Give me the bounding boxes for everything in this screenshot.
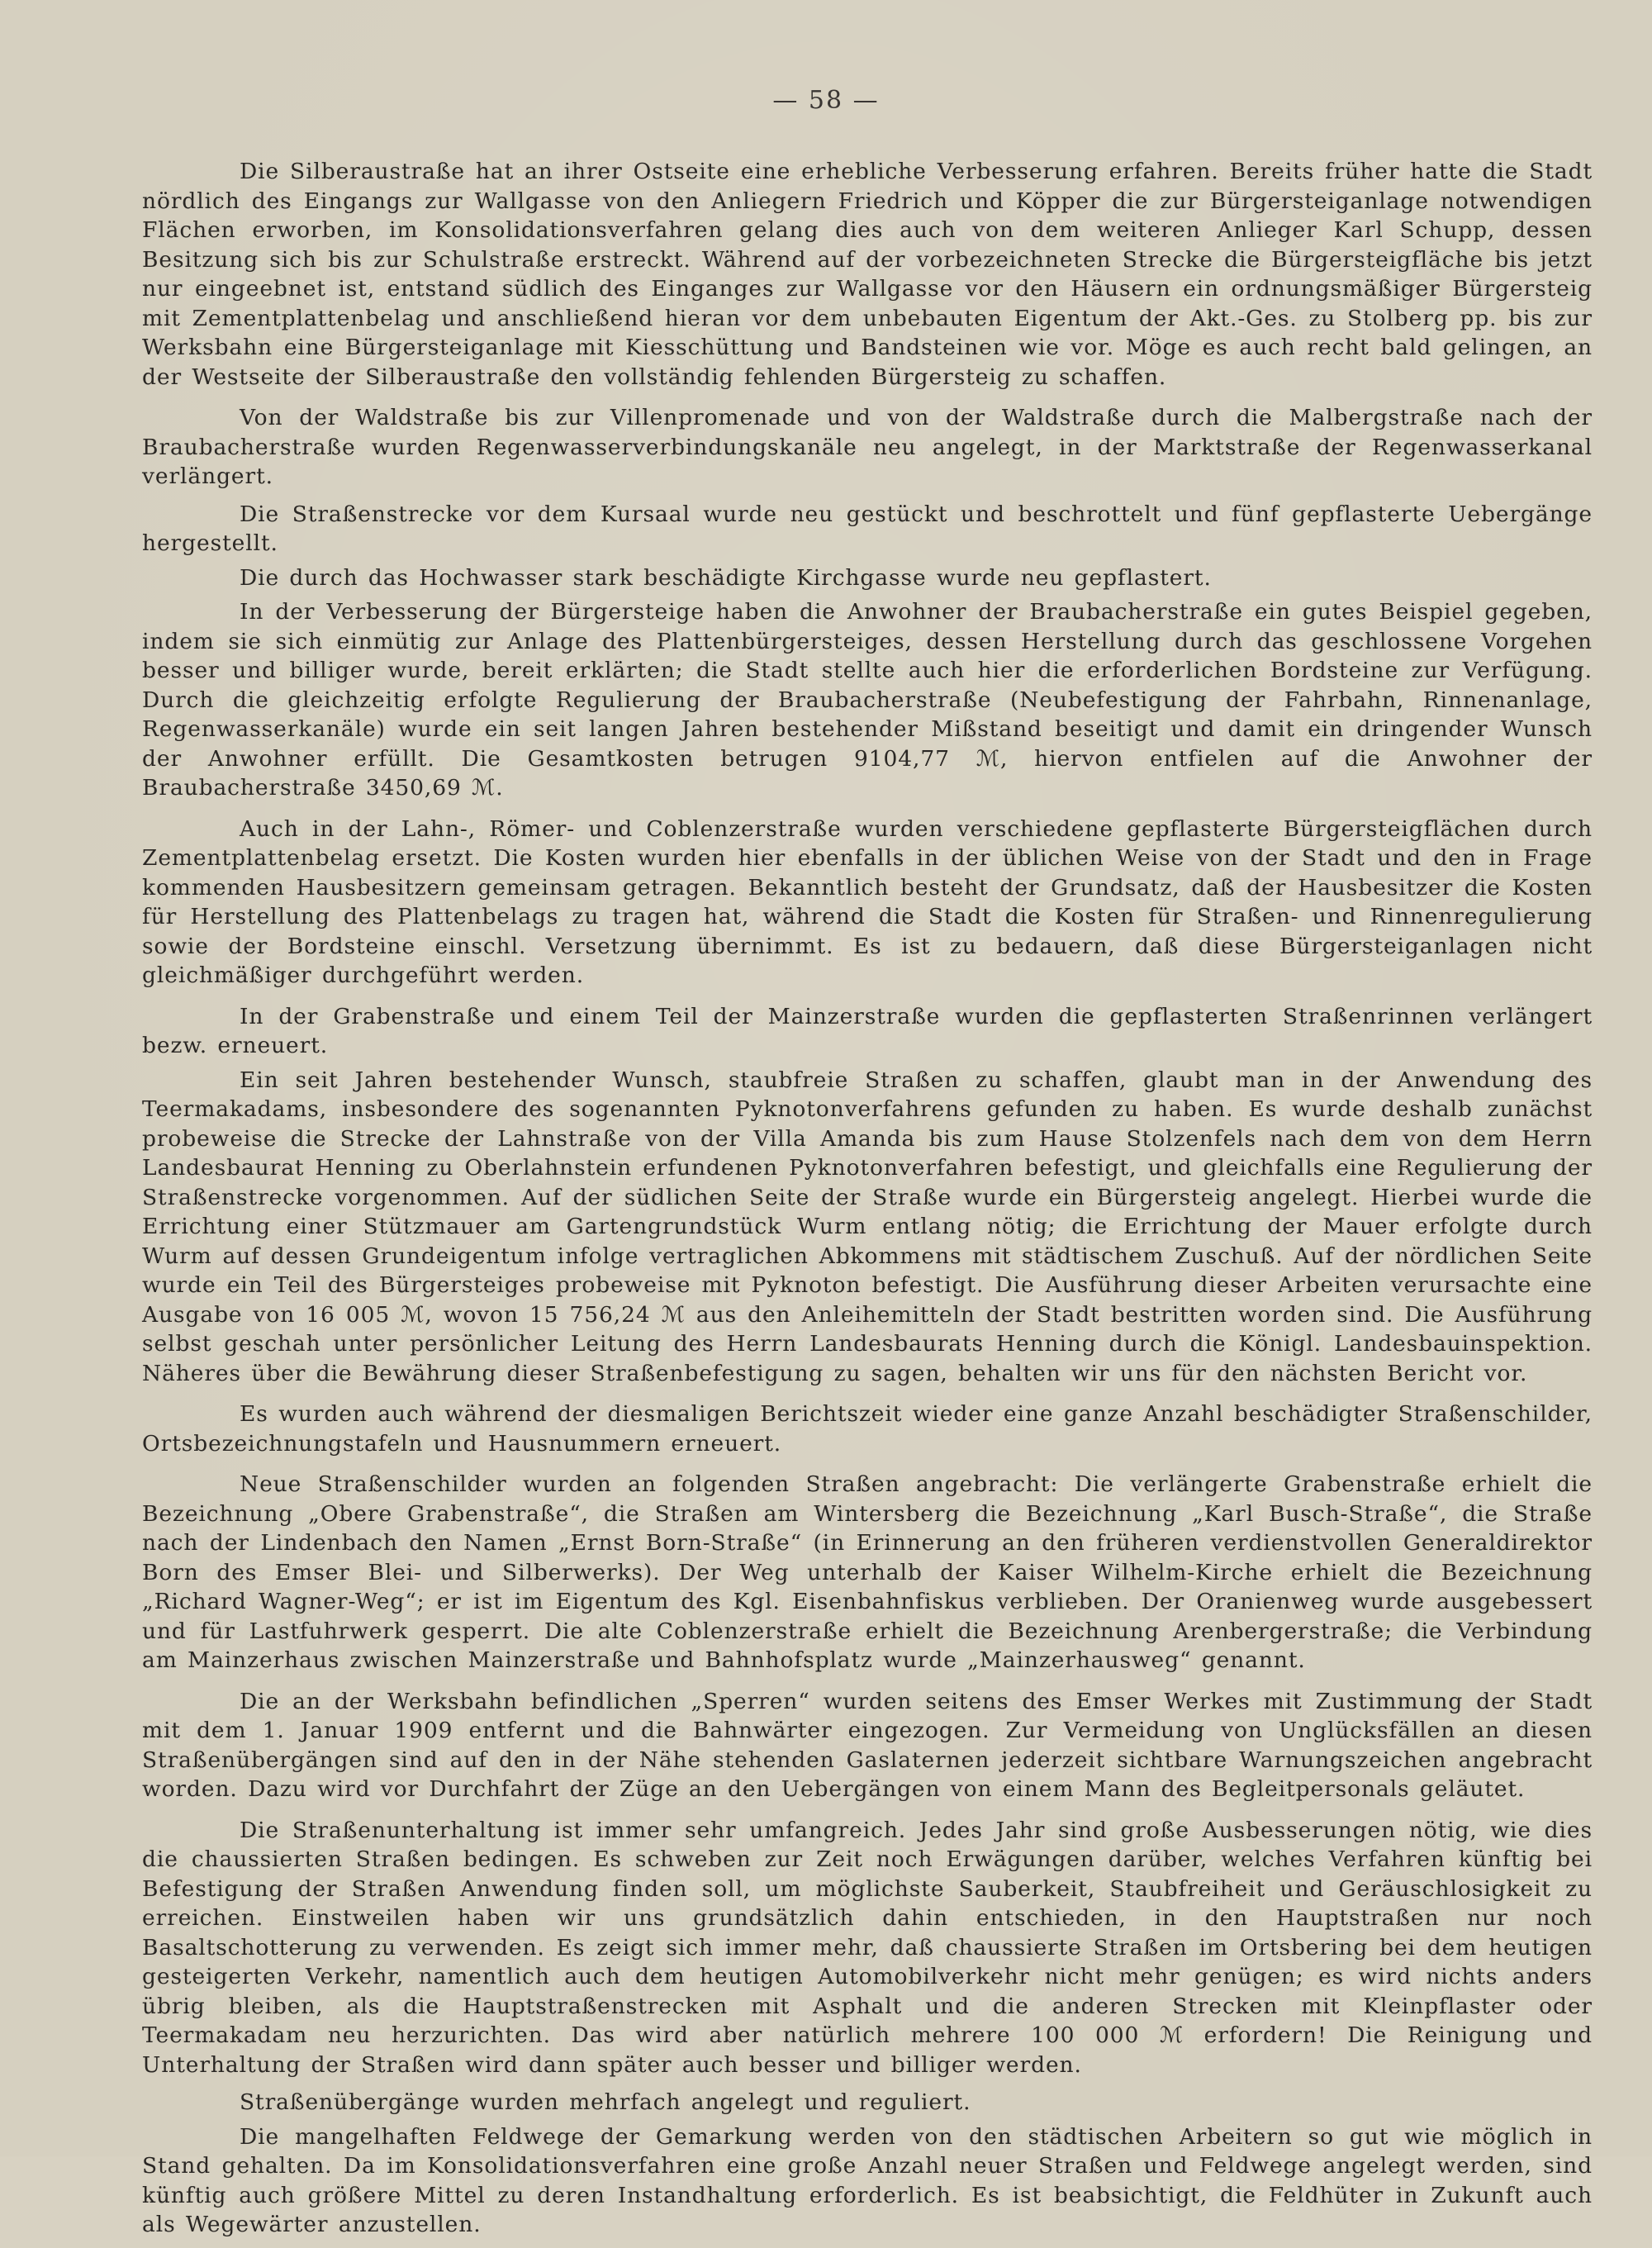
paragraph-strassenuebergaenge: Straßenübergänge wurden mehrfach angelegt und reguliert. [240, 2089, 971, 2115]
paragraph-regenwasserkanaele: Von der Waldstraße bis zur Villenpromenade und von der Waldstraße durch die Malbergstraße nach der Braubacherstraße wurden Regenwasserverbindungskanäle neu angelegt, in der Marktstraße der Regenwasserkanal verlängert. [142, 405, 1593, 489]
paragraph-kursaal: Die Straßenstrecke vor dem Kursaal wurde neu gestückt und beschrottelt und fünf gepflasterte Uebergänge hergestellt. [142, 501, 1593, 556]
paragraph-silberaustrasse: Die Silberaustraße hat an ihrer Ostseite eine erhebliche Verbesserung erfahren. Bereits früher hatte die Stadt nördlich des Eingangs zur Wallgasse von den Anliegern Friedrich und Köpper die zur Bürgersteiganlage notwendigen Flächen erworben, im Konsolidationsverfahren gelang dies auch von dem weiteren Anlieger Karl Schupp, dessen Besitzung sich bis zur Schulstraße erstreckt. Während auf der vorbezeichneten Strecke die Bürgersteigfläche bis jetzt nur eingeebnet ist, entstand südlich des Einganges zur Wallgasse vor den Häusern ein ordnungsmäßiger Bürgersteig mit Zementplattenbelag und anschließend hieran vor dem unbebauten Eigentum der Akt.-Ges. zu Stolberg pp. bis zur Werksbahn eine Bürgersteiganlage mit Kiesschüttung und Bandsteinen wie vor. Möge es auch recht bald gelingen, an der Westseite der Silberaustraße den vollständig fehlenden Bürgersteig zu schaffen. [142, 159, 1593, 390]
paragraph-braubacherstrasse: In der Verbesserung der Bürgersteige haben die Anwohner der Braubacherstraße ein gutes Beispiel gegeben, indem sie sich einmütig zur Anlage des Plattenbürgersteiges, dessen Herstellung durch das geschlossene Vorgehen besser und billiger wurde, bereit erklärten; die Stadt stellte auch hier die erforderlichen Bordsteine zur Verfügung. Durch die gleichzeitig erfolgte Regulierung der Braubacherstraße (Neubefestigung der Fahrbahn, Rinnenanlage, Regenwasserkanäle) wurde ein seit langen Jahren bestehender Mißstand beseitigt und damit ein dringender Wunsch der Anwohner erfüllt. Die Gesamtkosten betrugen 9104,77 ℳ, hiervon entfielen auf die Anwohner der Braubacherstraße 3450,69 ℳ. [142, 599, 1593, 801]
paragraph-kirchgasse: Die durch das Hochwasser stark beschädigte Kirchgasse wurde neu gepflastert. [240, 564, 1212, 591]
paragraph-neue-strassenschilder: Neue Straßenschilder wurden an folgenden Straßen angebracht: Die verlängerte Grabenstraße erhielt die Bezeichnung „Obere Grabenstraße“, die Straßen am Wintersberg die Bezeichnung „Karl Busch-Straße“, die Straße nach der Lindenbach den Namen „Ernst Born-Straße“ (in Erinnerung an den früheren verdienstvollen Generaldirektor Born des Emser Blei- und Silberwerks). Der Weg unterhalb der Kaiser Wilhelm-Kirche erhielt die Bezeichnung „Richard Wagner-Weg“; er ist im Eigentum des Kgl. Eisenbahnfiskus verblieben. Der Oranienweg wurde ausgebessert und für Lastfuhrwerk gesperrt. Die alte Coblenzerstraße erhielt die Bezeichnung Arenbergerstraße; die Verbindung am Mainzerhaus zwischen Mainzerstraße und Bahnhofsplatz wurde „Mainzerhausweg“ genannt. [142, 1471, 1593, 1673]
paragraph-strassenunterhaltung: Die Straßenunterhaltung ist immer sehr umfangreich. Jedes Jahr sind große Ausbesserungen nötig, wie dies die chaussierten Straßen bedingen. Es schweben zur Zeit noch Erwägungen darüber, welches Verfahren künftig bei Befestigung der Straßen Anwendung finden soll, um möglichste Sauberkeit, Staubfreiheit und Geräuschlosigkeit zu erreichen. Einstweilen haben wir uns grundsätzlich dahin entschieden, in den Hauptstraßen nur noch Basaltschotterung zu verwenden. Es zeigt sich immer mehr, daß chaussierte Straßen im Ortsbering bei dem heutigen gesteigerten Verkehr, namentlich auch dem heutigen Automobilverkehr nicht mehr genügen; es wird nichts anders übrig bleiben, als die Hauptstraßenstrecken mit Asphalt und die anderen Strecken mit Kleinpflaster oder Teermakadam neu herzurichten. Das wird aber natürlich mehrere 100 000 ℳ erfordern! Die Reinigung und Unterhaltung der Straßen wird dann später auch besser und billiger werden. [142, 1817, 1593, 2078]
paragraph-grabenstrasse: In der Grabenstraße und einem Teil der Mainzerstraße wurden die gepflasterten Straßenrinnen verlängert bezw. erneuert. [142, 1003, 1593, 1058]
paragraph-teermakadam: Ein seit Jahren bestehender Wunsch, staubfreie Straßen zu schaffen, glaubt man in der Anwendung des Teermakadams, insbesondere des sogenannten Pyknotonverfahrens gefunden zu haben. Es wurde deshalb zunächst probeweise die Strecke der Lahnstraße von der Villa Amanda bis zum Hause Stolzenfels nach dem von dem Herrn Landesbaurat Henning zu Oberlahnstein erfundenen Pyknotonverfahren befestigt, und gleichfalls eine Regulierung der Straßenstrecke vorgenommen. Auf der südlichen Seite der Straße wurde ein Bürgersteig angelegt. Hierbei wurde die Errichtung einer Stützmauer am Gartengrundstück Wurm entlang nötig; die Errichtung der Mauer erfolgte durch Wurm auf dessen Grundeigentum infolge vertraglichen Abkommens mit städtischem Zuschuß. Auf der nördlichen Seite wurde ein Teil des Bürgersteiges probeweise mit Pyknoton befestigt. Die Ausführung dieser Arbeiten verursachte eine Ausgabe von 16 005 ℳ, wovon 15 756,24 ℳ aus den Anleihemitteln der Stadt bestritten worden sind. Die Ausführung selbst geschah unter persönlicher Leitung des Herrn Landesbaurats Henning durch die Königl. Landesbauinspektion. Näheres über die Bewährung dieser Straßenbefestigung zu sagen, behalten wir uns für den nächsten Bericht vor. [142, 1067, 1593, 1386]
body-text [142, 157, 1593, 2248]
page-number: — 58 — [772, 86, 880, 115]
paragraph-lahn-roemer-coblenzerstrasse: Auch in der Lahn-, Römer- und Coblenzerstraße wurden verschiedene gepflasterte Bürgersteigflächen durch Zementplattenbelag ersetzt. Die Kosten wurden hier ebenfalls in der üblichen Weise von der Stadt und den in Frage kommenden Hausbesitzern gemeinsam getragen. Bekanntlich besteht der Grundsatz, daß der Hausbesitzer die Kosten für Herstellung des Plattenbelags zu tragen hat, während die Stadt die Kosten für Straßen- und Rinnenregulierung sowie der Bordsteine einschl. Versetzung übernimmt. Es ist zu bedauern, daß diese Bürgersteiganlagen nicht gleichmäßiger durchgeführt werden. [142, 815, 1593, 988]
paragraph-feldwege: Die mangelhaften Feldwege der Gemarkung werden von den städtischen Arbeitern so gut wie möglich in Stand gehalten. Da im Konsolidationsverfahren eine große Anzahl neuer Straßen und Feldwege angelegt werden, sind künftig auch größere Mittel zu deren Instandhaltung erforderlich. Es ist beabsichtigt, die Feldhüter in Zukunft auch als Wegewärter anzustellen. [142, 2123, 1593, 2237]
paragraph-werksbahn-sperren: Die an der Werksbahn befindlichen „Sperren“ wurden seitens des Emser Werkes mit Zustimmung der Stadt mit dem 1. Januar 1909 entfernt und die Bahnwärter eingezogen. Zur Vermeidung von Unglücksfällen an diesen Straßenübergängen sind auf den in der Nähe stehenden Gaslaternen jederzeit sichtbare Warnungszeichen angebracht worden. Dazu wird vor Durchfahrt der Züge an den Uebergängen von einem Mann des Begleitpersonals geläutet. [142, 1688, 1593, 1802]
paragraph-strassenschilder-erneuert: Es wurden auch während der diesmaligen Berichtszeit wieder eine ganze Anzahl beschädigter Straßenschilder, Ortsbezeichnungstafeln und Hausnummern erneuert. [142, 1401, 1593, 1457]
